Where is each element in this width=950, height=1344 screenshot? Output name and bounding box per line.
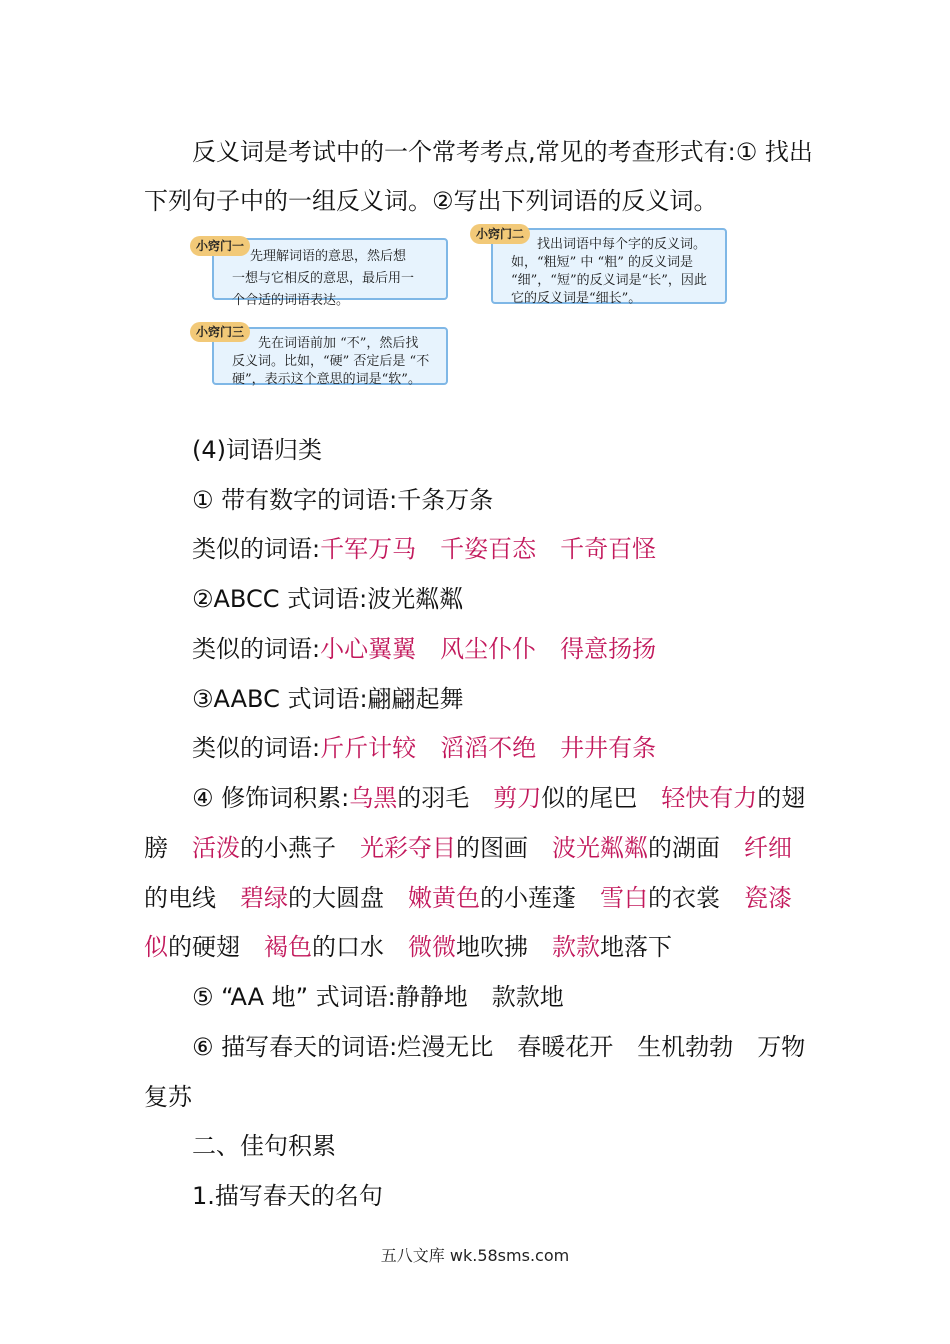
noun: 的翅 (757, 784, 806, 812)
category-label: ⑥ 描写春天的词语: (192, 1033, 398, 1061)
modifier-line-2 (144, 832, 792, 864)
modifier: 雪白 (600, 884, 648, 912)
tip-3-line: 先在词语前加 “不”，然后找 (258, 336, 419, 351)
tip-3-line: 硬”，表示这个意思的词是“软”。 (232, 372, 421, 387)
noun: 的小燕子 (240, 834, 336, 862)
tip-tag-2: 小窍门二 (470, 224, 530, 244)
word: 风尘仆仆 (440, 635, 537, 663)
tip-tag-3: 小窍门三 (190, 322, 250, 342)
noun: 的图画 (456, 834, 528, 862)
category-6-cont: 复苏 (144, 1083, 192, 1111)
modifier: 瓷漆 (744, 884, 792, 912)
noun: 的小莲蓬 (480, 884, 576, 912)
tip-2-line: “细”，“短”的反义词是“长”，因此 (511, 273, 707, 288)
word: 千奇百怪 (560, 535, 657, 563)
modifier: 活泼 (192, 834, 240, 862)
modifier: 款款 (552, 933, 600, 961)
tip-2-line: 如，“粗短” 中 “粗” 的反义词是 (511, 255, 693, 270)
section-2-sub: 1.描写春天的名句 (192, 1182, 383, 1210)
tip-tag-1: 小窍门一 (190, 236, 250, 256)
modifier: 光彩夺目 (360, 834, 456, 862)
similar-label: 类似的词语: (192, 535, 321, 563)
word: 款款地 (491, 983, 564, 1011)
category-3: ③AABC 式词语:翩翩起舞 (192, 685, 464, 713)
similar-label: 类似的词语: (192, 734, 321, 762)
intro-line-2: 下列句子中的一组反义词。②写出下列词语的反义词。 (144, 187, 718, 215)
modifier: 似 (144, 933, 168, 961)
section-2-heading: 二、佳句积累 (192, 1132, 336, 1160)
modifier: 轻快有力 (661, 784, 758, 812)
category-2: ②ABCC 式词语:波光粼粼 (192, 585, 464, 613)
word: 斤斤计较 (320, 734, 417, 762)
similar-words-3 (192, 732, 656, 764)
tip-2-line: 它的反义词是“细长”。 (511, 291, 642, 306)
tip-1-line: 先理解词语的意思，然后想 (250, 249, 407, 264)
similar-words-1 (192, 533, 656, 565)
modifier: 纤细 (744, 834, 792, 862)
word: 小心翼翼 (320, 635, 417, 663)
word: 万物 (757, 1033, 806, 1061)
word: 千军万马 (320, 535, 417, 563)
similar-label: 类似的词语: (192, 635, 321, 663)
modifier: 乌黑 (349, 784, 398, 812)
modifier-label: ④ 修饰词积累: (192, 784, 350, 812)
modifier: 碧绿 (240, 884, 288, 912)
noun: 膀 (144, 834, 168, 862)
intro-line-1: 反义词是考试中的一个常考考点,常见的考查形式有:① 找出 (192, 138, 813, 166)
word: 井井有条 (560, 734, 657, 762)
modifier: 嫩黄色 (408, 884, 480, 912)
modifier-line-1 (192, 782, 805, 814)
modifier: 褐色 (264, 933, 312, 961)
category-1: ① 带有数字的词语:千条万条 (192, 486, 494, 514)
footer-watermark: 五八文库 wk.58sms.com (380, 1246, 570, 1265)
noun: 的电线 (144, 884, 216, 912)
similar-words-2 (192, 633, 656, 665)
tip-2-line: 找出词语中每个字的反义词。 (537, 237, 707, 252)
word: 静静地 (395, 983, 468, 1011)
word: 春暖花开 (517, 1033, 614, 1061)
noun: 的羽毛 (397, 784, 470, 812)
word: 烂漫无比 (397, 1033, 494, 1061)
modifier: 微微 (408, 933, 456, 961)
noun: 地落下 (600, 933, 672, 961)
word: 千姿百态 (440, 535, 537, 563)
modifier: 剪刀 (493, 784, 542, 812)
noun: 似的尾巴 (541, 784, 638, 812)
noun: 的口水 (312, 933, 384, 961)
modifier-line-3 (144, 882, 792, 914)
noun: 的大圆盘 (288, 884, 384, 912)
noun: 地吹拂 (456, 933, 528, 961)
category-5 (192, 981, 564, 1013)
word: 得意扬扬 (560, 635, 657, 663)
category-label: ⑤ “AA 地” 式词语: (192, 983, 396, 1011)
tip-3-line: 反义词。比如，“硬” 否定后是 “不 (232, 354, 430, 369)
category-6 (192, 1031, 805, 1063)
noun: 的湖面 (648, 834, 720, 862)
modifier: 波光粼粼 (552, 834, 648, 862)
modifier-line-4 (144, 931, 672, 963)
word: 生机勃勃 (637, 1033, 734, 1061)
section-heading: (4)词语归类 (192, 436, 322, 464)
tip-1-line: 个合适的词语表达。 (232, 293, 350, 308)
tip-1-line: 一想与它相反的意思，最后用一 (232, 271, 415, 286)
noun: 的衣裳 (648, 884, 720, 912)
noun: 的硬翅 (168, 933, 240, 961)
word: 滔滔不绝 (440, 734, 537, 762)
